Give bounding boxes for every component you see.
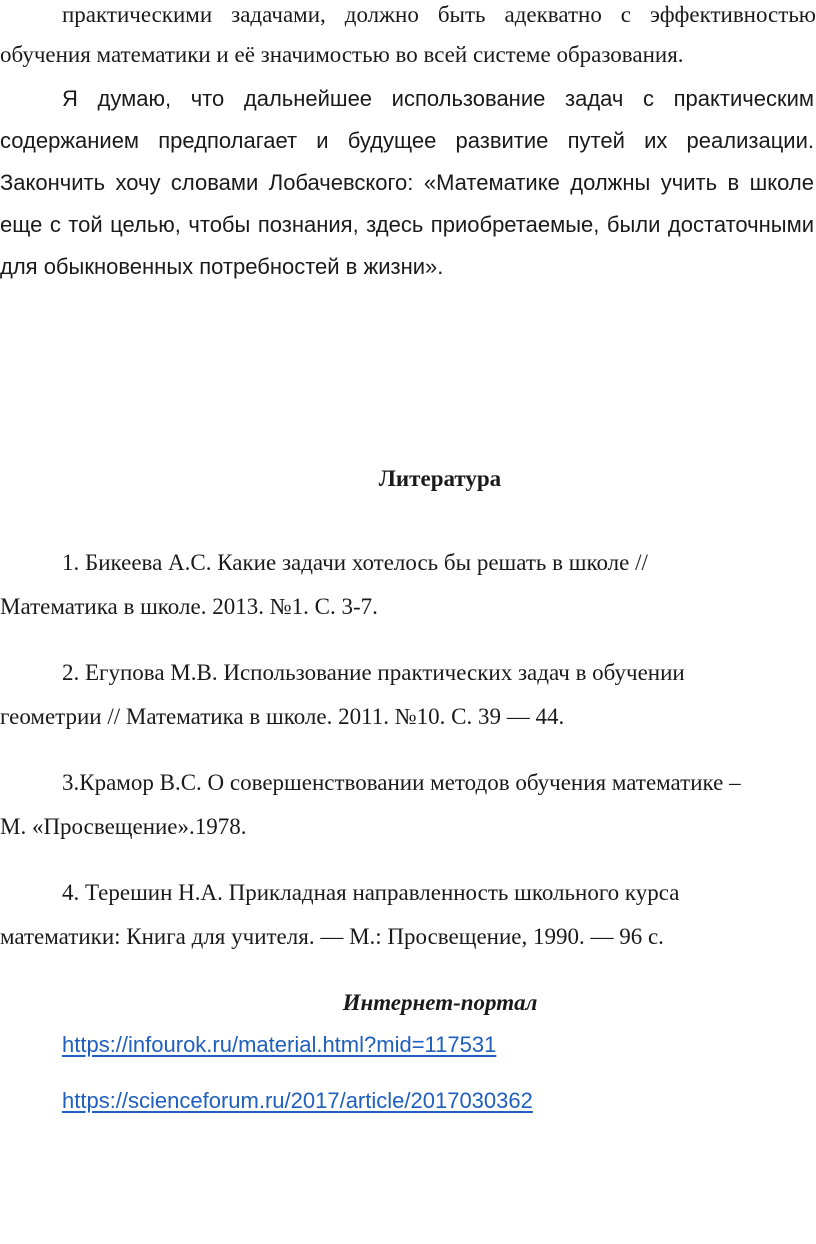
literature-item-1-line-1: 1. Бикеева А.С. Какие задачи хотелось бы решать в школе // <box>62 550 648 575</box>
conclusion-line-4: еще с той целью, чтобы познания, здесь приобретаемые, были достаточными <box>0 212 814 237</box>
scienceforum-link[interactable]: https://scienceforum.ru/2017/article/2017030362 <box>62 1088 533 1113</box>
intro-line-1: практическими задачами, должно быть адекватно с эффективностью <box>62 2 816 27</box>
conclusion-line-1: Я думаю, что дальнейшее использование задач с практическим <box>62 86 814 111</box>
literature-item-3-line-2: М. «Просвещение».1978. <box>0 814 247 839</box>
internet-portal-heading: Интернет-портал <box>342 990 538 1015</box>
conclusion-line-5: для обыкновенных потребностей в жизни». <box>0 254 444 279</box>
intro-line-2: обучения математики и её значимостью во всей системе образования. <box>0 42 684 67</box>
literature-heading: Литература <box>378 466 502 491</box>
conclusion-line-2: содержанием предполагает и будущее развитие путей их реализации. <box>0 128 814 153</box>
literature-item-1-line-2: Математика в школе. 2013. №1. С. 3-7. <box>0 594 378 619</box>
conclusion-line-3: Закончить хочу словами Лобачевского: «Математике должны учить в школе <box>0 170 814 195</box>
literature-item-3-line-1: 3.Крамор В.С. О совершенствовании методов обучения математике – <box>62 770 741 795</box>
literature-item-4-line-2: математики: Книга для учителя. — М.: Просвещение, 1990. — 96 с. <box>0 924 664 949</box>
infourok-link[interactable]: https://infourok.ru/material.html?mid=117531 <box>62 1032 497 1057</box>
literature-item-2-line-1: 2. Егупова М.В. Использование практических задач в обучении <box>62 660 685 685</box>
literature-item-2-line-2: геометрии // Математика в школе. 2011. №10. С. 39 — 44. <box>0 704 565 729</box>
literature-item-4-line-1: 4. Терешин Н.А. Прикладная направленность школьного курса <box>62 880 680 905</box>
